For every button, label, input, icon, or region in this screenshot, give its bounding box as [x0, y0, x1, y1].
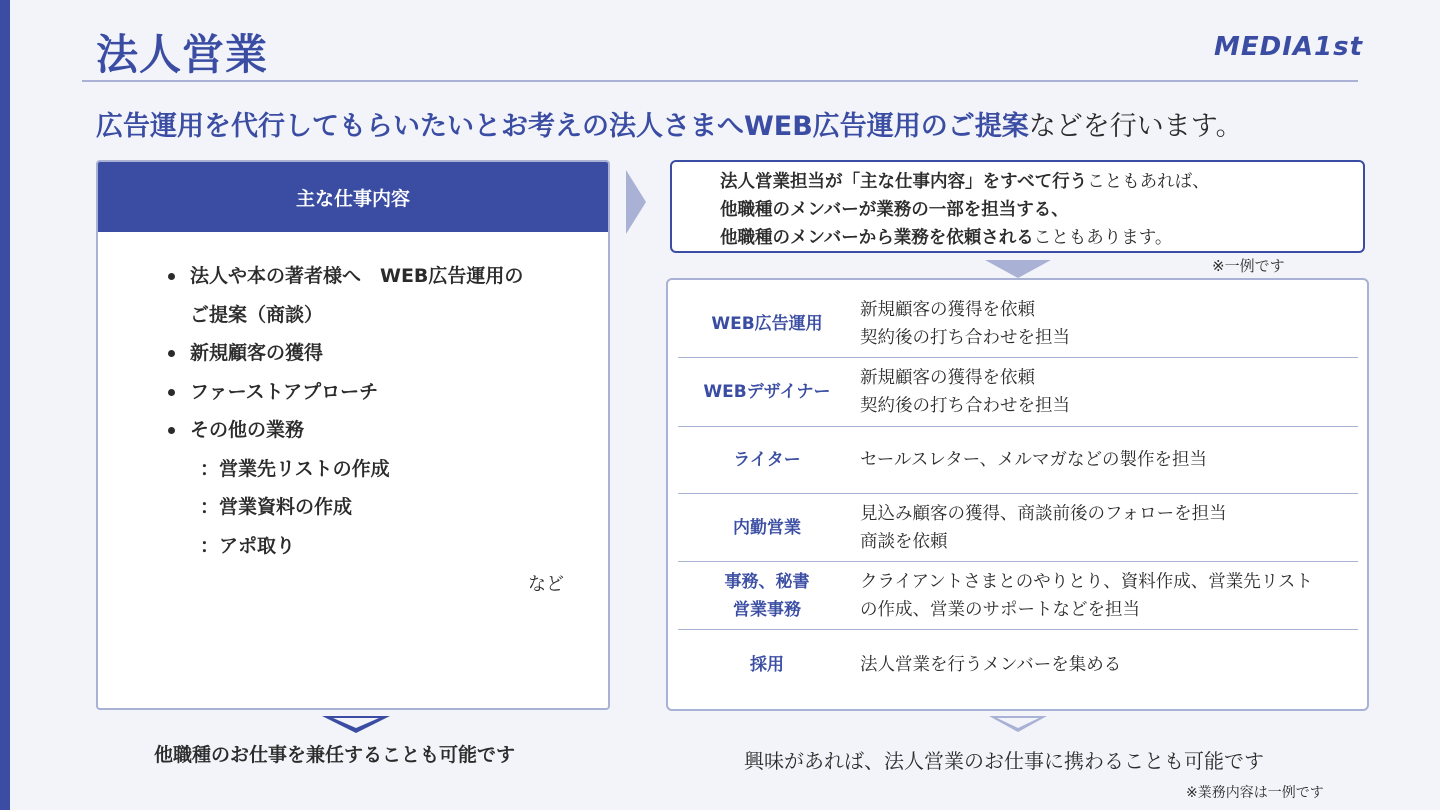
note-line1-bold: 法人営業担当が「主な仕事内容」をすべて行う — [720, 172, 1088, 192]
duty-item: 新規顧客の獲得 — [166, 334, 523, 373]
role-desc-line: 契約後の打ち合わせを担当 — [860, 327, 1070, 348]
triangle-down-icon — [985, 260, 1051, 278]
title-divider — [82, 80, 1358, 82]
role-row — [678, 494, 1358, 562]
role-description — [856, 500, 1227, 556]
role-description — [856, 296, 1070, 352]
page-title: 法人営業 — [96, 30, 269, 79]
note-box — [670, 160, 1365, 253]
role-row — [678, 290, 1358, 358]
role-row — [678, 562, 1358, 630]
role-desc-line: セールスレター、メルマガなどの製作を担当 — [860, 450, 1208, 470]
role-name: 採用 — [750, 655, 784, 675]
triangle-down-outline-icon — [989, 716, 1047, 732]
role-desc-line: 契約後の打ち合わせを担当 — [860, 396, 1070, 416]
role-description — [856, 568, 1313, 624]
role-desc-line: の作成、営業のサポートなどを担当 — [860, 599, 1140, 620]
role-desc-line: 法人営業を行うメンバーを集める — [860, 655, 1122, 675]
duty-subitem: ：アポ取り — [200, 534, 296, 557]
example-note: ※一例です — [1212, 257, 1285, 275]
duty-subitem: ：営業先リストの作成 — [200, 457, 390, 480]
role-name-line: 事務、秘書 — [724, 571, 810, 592]
role-row — [678, 358, 1358, 427]
triangle-down-outline-icon — [322, 716, 390, 733]
roles-table — [666, 278, 1369, 711]
brand-logo: MEDIA1st — [1214, 32, 1364, 62]
role-name: WEBデザイナー — [703, 382, 831, 402]
role-desc-line: 新規顧客の獲得を依頼 — [860, 368, 1035, 388]
arrow-right-icon — [626, 170, 646, 234]
role-description — [856, 364, 1070, 420]
duty-item-continued: ご提案（商談） — [190, 303, 324, 326]
role-name: 内勤営業 — [733, 517, 801, 538]
note-line3-bold: 他職種のメンバーから業務を依頼される — [720, 228, 1034, 248]
note-line1-rest: こともあれば、 — [1087, 172, 1210, 192]
duty-item: ファーストアプローチ — [166, 373, 523, 412]
role-desc-line: 商談を依頼 — [860, 531, 948, 552]
duty-subitem: ：営業資料の作成 — [200, 496, 353, 518]
note-line2-bold: 他職種のメンバーが業務の一部を担当する、 — [720, 200, 1069, 220]
left-accent-bar — [0, 0, 10, 810]
duties-list — [166, 257, 523, 565]
role-row — [678, 427, 1358, 494]
note-text — [720, 168, 1210, 252]
role-name — [678, 568, 856, 624]
role-name: ライター — [733, 450, 801, 470]
duty-item: その他の業務 — [166, 411, 523, 450]
duties-etc: など — [528, 574, 564, 595]
footnote: ※業務内容は一例です — [1186, 785, 1324, 801]
duties-heading: 主な仕事内容 — [98, 162, 608, 232]
role-row — [678, 630, 1358, 700]
role-name-line: 営業事務 — [733, 599, 801, 620]
role-description — [856, 446, 1207, 474]
duties-panel — [96, 160, 610, 710]
lead-text — [96, 104, 1243, 143]
role-description — [856, 651, 1121, 679]
lead-rest: などを行います。 — [1028, 111, 1243, 142]
role-desc-line: 見込み顧客の獲得、商談前後のフォローを担当 — [860, 503, 1227, 524]
lead-highlight: 広告運用を代行してもらいたいとお考えの法人さまへWEB広告運用のご提案 — [96, 111, 1029, 142]
role-name: WEB広告運用 — [711, 313, 823, 334]
role-desc-line: クライアントさまとのやりとり、資料作成、営業先リスト — [860, 571, 1313, 592]
bottom-left-message: 他職種のお仕事を兼任することも可能です — [154, 744, 516, 766]
role-desc-line: 新規顧客の獲得を依頼 — [860, 299, 1035, 320]
note-line3-rest: こともあります。 — [1033, 228, 1173, 248]
bottom-right-message: 興味があれば、法人営業のお仕事に携わることも可能です — [744, 749, 1264, 773]
duty-item: 法人や本の著者様へ WEB広告運用の — [166, 257, 523, 296]
